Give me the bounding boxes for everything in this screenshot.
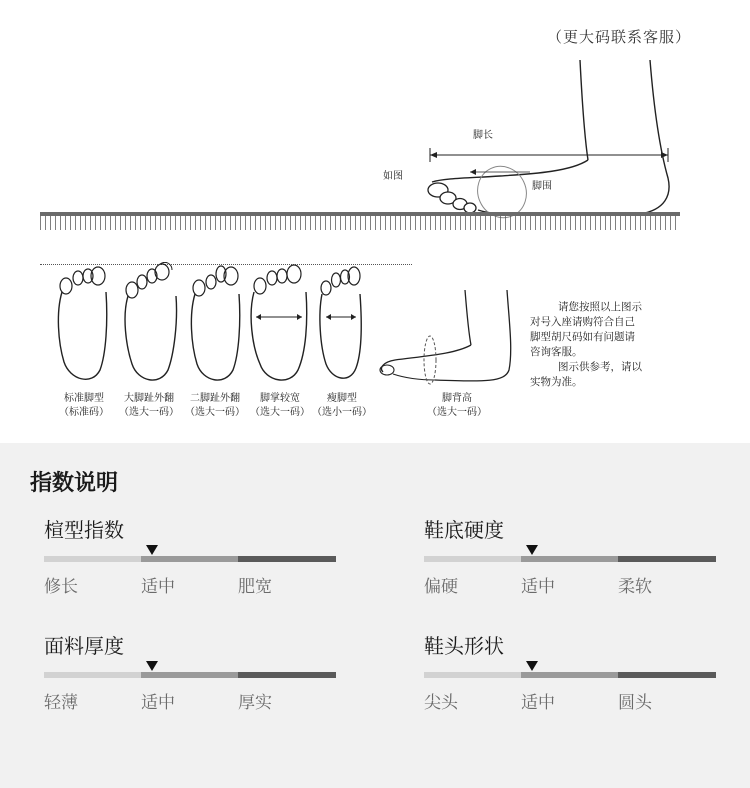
foot-type-name: 大脚趾外翻 xyxy=(124,393,174,404)
foot-type-second-toe xyxy=(182,392,248,419)
index-option: 适中 xyxy=(521,577,555,597)
instep-advice: （选大一码） xyxy=(427,406,487,418)
index-fabric-thickness xyxy=(44,630,344,740)
foot-type-second-toe-illustration xyxy=(185,262,247,388)
index-option: 尖头 xyxy=(424,693,458,713)
size-note: （更大码联系客服） xyxy=(547,28,692,46)
index-sole-hardness xyxy=(424,514,724,624)
instep-name: 脚背高 xyxy=(442,393,472,404)
foot-length-label: 脚长 xyxy=(473,130,493,141)
index-option: 偏硬 xyxy=(424,577,458,597)
foot-type-name: 瘦脚型 xyxy=(327,393,357,404)
instep-height-illustration xyxy=(375,290,515,390)
selected-marker-icon xyxy=(146,661,158,671)
index-scale xyxy=(424,672,716,678)
foot-girth-label: 脚围 xyxy=(532,181,552,192)
index-option: 修长 xyxy=(44,577,78,597)
foot-type-advice: （选大一码） xyxy=(119,406,179,418)
size-advice-note: 请您按照以上图示 对号入座请购符合自己 脚型胡尺码如有问题请 咨询客服。 图示供参考，请以 实物为准。 xyxy=(530,301,642,388)
foot-type-narrow-illustration xyxy=(312,262,368,388)
index-option: 轻薄 xyxy=(44,693,78,713)
index-last-shape xyxy=(44,514,344,624)
foot-type-wide xyxy=(248,392,312,419)
foot-type-standard-illustration xyxy=(52,262,114,388)
foot-type-name: 脚掌较宽 xyxy=(260,393,300,404)
foot-type-advice: （选大一码） xyxy=(250,406,310,418)
index-option: 厚实 xyxy=(238,693,272,713)
foot-measure-illustration xyxy=(410,60,690,220)
instep-type xyxy=(422,392,492,419)
ruler xyxy=(40,212,680,230)
foot-type-advice: （选大一码） xyxy=(185,406,245,418)
foot-type-standard xyxy=(52,392,116,419)
foot-type-advice: （标准码） xyxy=(59,406,109,418)
selected-marker-icon xyxy=(526,661,538,671)
index-scale xyxy=(424,556,716,562)
index-toe-shape xyxy=(424,630,724,740)
foot-type-bunion xyxy=(116,392,182,419)
index-title: 鞋底硬度 xyxy=(424,518,504,542)
index-title: 楦型指数 xyxy=(44,518,124,542)
index-scale xyxy=(44,672,336,678)
index-option: 柔软 xyxy=(618,577,652,597)
index-title: 面料厚度 xyxy=(44,634,124,658)
index-title: 鞋头形状 xyxy=(424,634,504,658)
foot-type-narrow xyxy=(310,392,374,419)
foot-type-wide-illustration xyxy=(248,262,310,388)
as-shown-label: 如图 xyxy=(383,171,403,182)
selected-marker-icon xyxy=(146,545,158,555)
foot-type-name: 二脚趾外翻 xyxy=(190,393,240,404)
selected-marker-icon xyxy=(526,545,538,555)
index-option: 适中 xyxy=(521,693,555,713)
index-option: 肥宽 xyxy=(238,577,272,597)
index-scale xyxy=(44,556,336,562)
foot-type-bunion-illustration xyxy=(120,262,182,388)
index-option: 适中 xyxy=(141,693,175,713)
index-section-title: 指数说明 xyxy=(30,471,119,496)
foot-type-advice: （选小一码） xyxy=(312,406,372,418)
index-option: 适中 xyxy=(141,577,175,597)
foot-type-name: 标准脚型 xyxy=(64,393,104,404)
index-option: 圆头 xyxy=(618,693,652,713)
